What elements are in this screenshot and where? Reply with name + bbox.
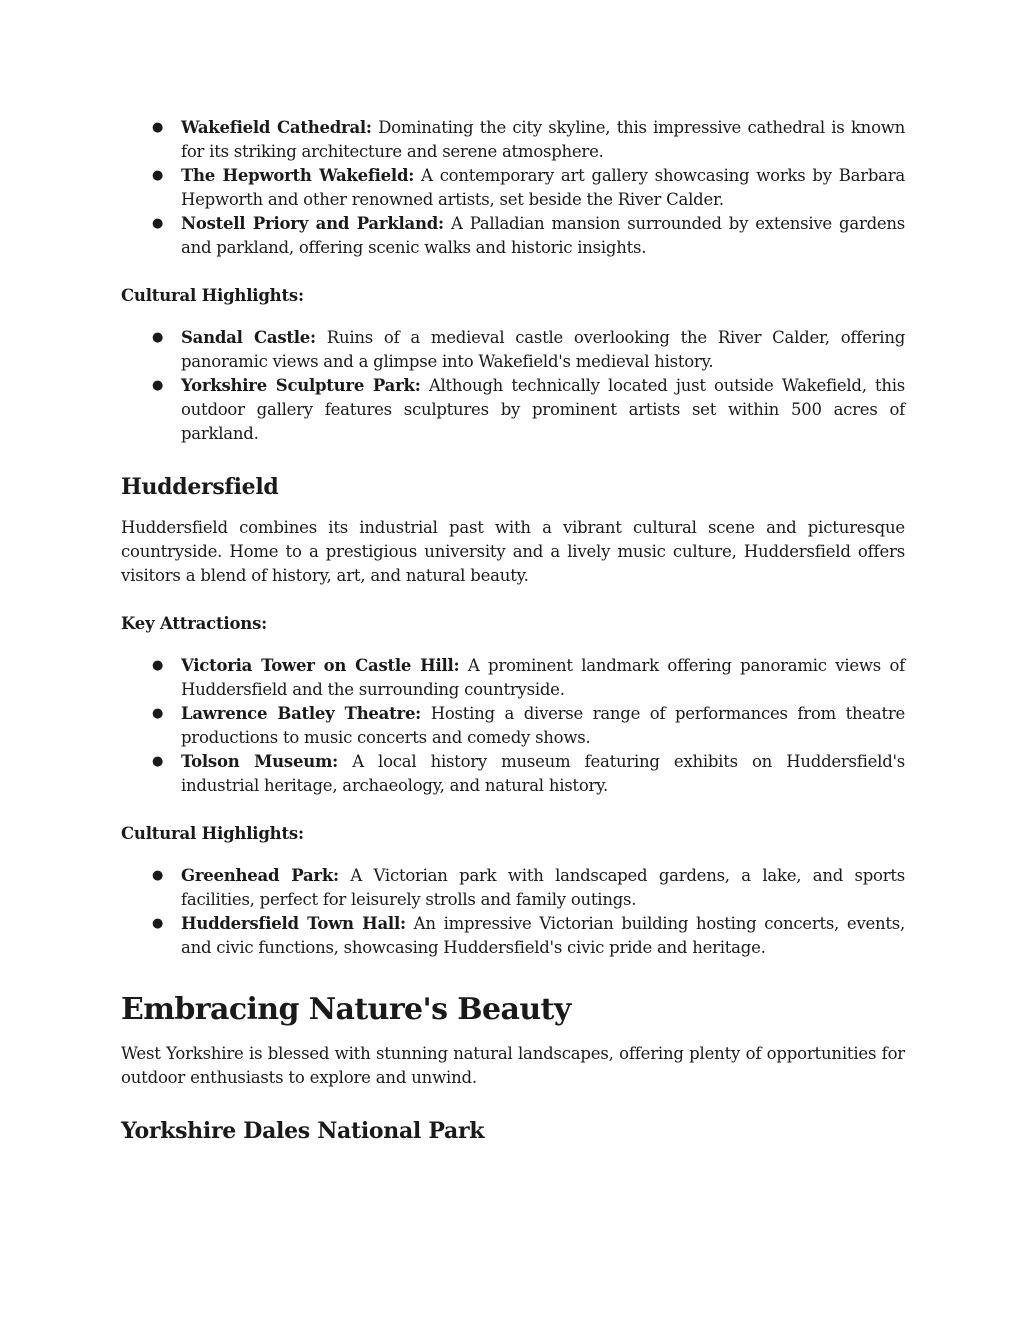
wakefield-attractions-list: [121, 116, 905, 260]
list-item: [121, 374, 905, 446]
item-desc: Dominating the city skyline, this impressive cathedral is known for its striking architecture and serene atmosphere.: [181, 118, 905, 161]
list-item: [121, 212, 905, 260]
yorkshire-dales-heading: Yorkshire Dales National Park: [121, 1118, 485, 1144]
item-name: The Hepworth Wakefield:: [181, 166, 415, 185]
item-name: Lawrence Batley Theatre:: [181, 704, 422, 723]
nature-intro: West Yorkshire is blessed with stunning natural landscapes, offering plenty of opportunities for outdoor enthusiasts to explore and unwind.: [121, 1044, 905, 1087]
item-desc: Ruins of a medieval castle overlooking the River Calder, offering panoramic views and a glimpse into Wakefield's medieval history.: [181, 328, 906, 371]
item-name: Nostell Priory and Parkland:: [181, 214, 444, 233]
list-item: [121, 864, 905, 912]
item-name: Greenhead Park:: [181, 866, 339, 885]
bullet-icon: ●: [152, 330, 164, 345]
huddersfield-attractions-list: [121, 654, 905, 798]
item-desc: An impressive Victorian building hosting concerts, events, and civic functions, showcasing Huddersfield's civic pride and heritage.: [181, 914, 905, 957]
item-desc: A contemporary art gallery showcasing works by Barbara Hepworth and other renowned artists, set beside the River Calder.: [181, 166, 905, 209]
list-item: [121, 912, 905, 960]
bullet-icon: ●: [152, 916, 164, 931]
list-item: [121, 116, 905, 164]
huddersfield-cultural-list: [121, 864, 905, 960]
list-item: [121, 164, 905, 212]
list-item: [121, 750, 905, 798]
item-desc: Hosting a diverse range of performances from theatre productions to music concerts and comedy shows.: [181, 704, 905, 747]
bullet-icon: ●: [152, 706, 164, 721]
item-desc: A local history museum featuring exhibits on Huddersfield's industrial heritage, archaeology, and natural history.: [181, 752, 906, 795]
bullet-icon: ●: [152, 216, 164, 231]
item-name: Sandal Castle:: [181, 328, 316, 347]
list-item: [121, 326, 905, 374]
item-name: Victoria Tower on Castle Hill:: [181, 656, 460, 675]
list-item: [121, 654, 905, 702]
wakefield-cultural-heading: Cultural Highlights:: [121, 286, 304, 305]
item-name: Wakefield Cathedral:: [181, 118, 372, 137]
document-content: [121, 116, 905, 1146]
bullet-icon: ●: [152, 120, 164, 135]
bullet-icon: ●: [152, 168, 164, 183]
key-attractions-heading: Key Attractions:: [121, 614, 268, 633]
bullet-icon: ●: [152, 868, 164, 883]
item-desc: A Palladian mansion surrounded by extensive gardens and parkland, offering scenic walks and historic insights.: [181, 214, 905, 257]
huddersfield-cultural-heading: Cultural Highlights:: [121, 824, 304, 843]
huddersfield-heading: Huddersfield: [121, 474, 279, 500]
item-name: Huddersfield Town Hall:: [181, 914, 406, 933]
huddersfield-intro: Huddersfield combines its industrial past with a vibrant cultural scene and picturesque countryside. Home to a prestigious university and a lively music culture, Huddersfield offers visitors a blend of history, art, and natural beauty.: [121, 518, 905, 585]
nature-heading: Embracing Nature's Beauty: [121, 992, 571, 1027]
item-name: Yorkshire Sculpture Park:: [181, 376, 421, 395]
item-desc: Although technically located just outside Wakefield, this outdoor gallery features sculptures by prominent artists set within 500 acres of parkland.: [181, 376, 906, 443]
bullet-icon: ●: [152, 754, 164, 769]
bullet-icon: ●: [152, 378, 164, 393]
item-name: Tolson Museum:: [181, 752, 338, 771]
bullet-icon: ●: [152, 658, 164, 673]
item-desc: A Victorian park with landscaped gardens, a lake, and sports facilities, perfect for leisurely strolls and family outings.: [181, 866, 905, 909]
item-desc: A prominent landmark offering panoramic views of Huddersfield and the surrounding countryside.: [181, 656, 906, 699]
wakefield-cultural-list: [121, 326, 905, 446]
list-item: [121, 702, 905, 750]
